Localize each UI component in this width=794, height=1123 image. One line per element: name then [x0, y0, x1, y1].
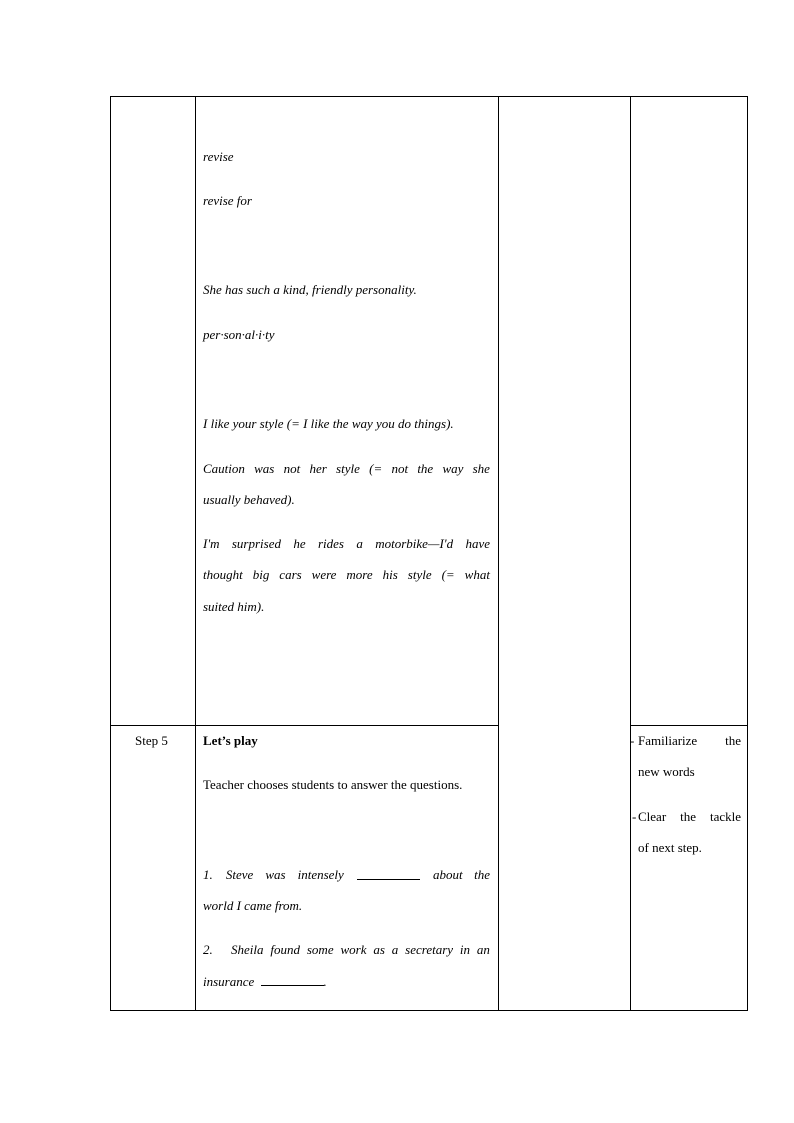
question-2-number: 2. — [203, 942, 213, 957]
word: have — [465, 536, 490, 551]
style-example-3-line-3: suited him). — [203, 599, 265, 614]
word: a — [391, 942, 399, 957]
word: secretary — [405, 942, 454, 957]
word: not — [391, 461, 409, 476]
activity-heading: Let’s play — [203, 733, 258, 748]
word: thought — [203, 567, 243, 582]
row-divider-right — [630, 725, 748, 726]
word: an — [476, 942, 490, 957]
word: the — [680, 809, 696, 824]
word: as — [373, 942, 385, 957]
word: rides — [317, 536, 344, 551]
personality-example: She has such a kind, friendly personality. — [203, 282, 417, 297]
word: Steve — [225, 867, 254, 882]
word: in — [459, 942, 471, 957]
table-left-border — [110, 96, 111, 1011]
question-1-line-1 — [203, 867, 490, 883]
activity-instruction: Teacher chooses students to answer the questions. — [203, 777, 463, 792]
row-divider-left — [110, 725, 499, 726]
word: the — [725, 733, 741, 748]
table-right-border — [747, 96, 748, 1011]
word: motorbike—I'd — [375, 536, 454, 551]
style-example-3-line-1 — [203, 536, 490, 552]
word: were — [311, 567, 337, 582]
question-1-blank[interactable] — [357, 867, 420, 880]
word: (= — [441, 567, 455, 582]
question-1-words — [226, 867, 344, 883]
question-2-line-2 — [203, 973, 327, 990]
purpose-1-bullet: - — [630, 733, 635, 748]
purpose-2-line-1 — [638, 809, 741, 825]
word: (= — [369, 461, 383, 476]
word: tackle — [709, 809, 741, 824]
style-example-2-line-1 — [203, 461, 490, 477]
personality-syllables: per·son·al·i·ty — [203, 327, 275, 342]
column-divider-2 — [498, 96, 499, 1011]
word: Sheila — [231, 942, 264, 957]
purpose-2-line-2: of next step. — [638, 840, 702, 855]
step-label: Step 5 — [135, 733, 168, 748]
word: way — [442, 461, 464, 476]
word: he — [293, 536, 306, 551]
word: Clear — [638, 809, 667, 824]
purpose-2-bullet: - — [632, 809, 637, 824]
table-top-border — [110, 96, 748, 97]
question-1-number: 1. — [203, 867, 213, 882]
word: work — [340, 942, 367, 957]
word: she — [472, 461, 490, 476]
word: about — [432, 867, 463, 882]
word: style — [336, 461, 360, 476]
question-2-line-1 — [203, 942, 490, 958]
question-2-words — [231, 942, 490, 958]
style-example-3-line-2 — [203, 567, 490, 583]
word: style — [407, 567, 432, 582]
word: found — [270, 942, 300, 957]
word: big — [252, 567, 270, 582]
word: the — [417, 461, 434, 476]
word: not — [283, 461, 301, 476]
word: Caution — [203, 461, 245, 476]
purpose-1-line-2: new words — [638, 764, 695, 779]
word: was — [254, 461, 275, 476]
word: surprised — [231, 536, 281, 551]
word: his — [382, 567, 398, 582]
question-2-end: . — [323, 974, 327, 989]
style-example-2-line-2: usually behaved). — [203, 492, 295, 507]
word: the — [474, 867, 490, 882]
column-divider-1 — [195, 96, 196, 1011]
word: her — [309, 461, 327, 476]
word: Familiarize — [638, 733, 698, 748]
question-1-tail — [433, 867, 490, 883]
question-1-line-2: world I came from. — [203, 898, 303, 913]
word: what — [464, 567, 490, 582]
word: I'm — [203, 536, 220, 551]
question-2-start: insurance — [203, 974, 255, 989]
word: a — [356, 536, 363, 551]
word: more — [346, 567, 373, 582]
question-2-blank[interactable] — [261, 973, 324, 986]
word: intensely — [297, 867, 344, 882]
column-divider-3 — [630, 96, 631, 1011]
table-bottom-border — [110, 1010, 748, 1011]
purpose-1-line-1 — [638, 733, 741, 749]
vocab-revise: revise — [203, 149, 234, 164]
word: was — [265, 867, 286, 882]
vocab-revise-for: revise for — [203, 193, 252, 208]
word: some — [306, 942, 334, 957]
word: cars — [279, 567, 302, 582]
style-example-1: I like your style (= I like the way you do things). — [203, 416, 454, 431]
